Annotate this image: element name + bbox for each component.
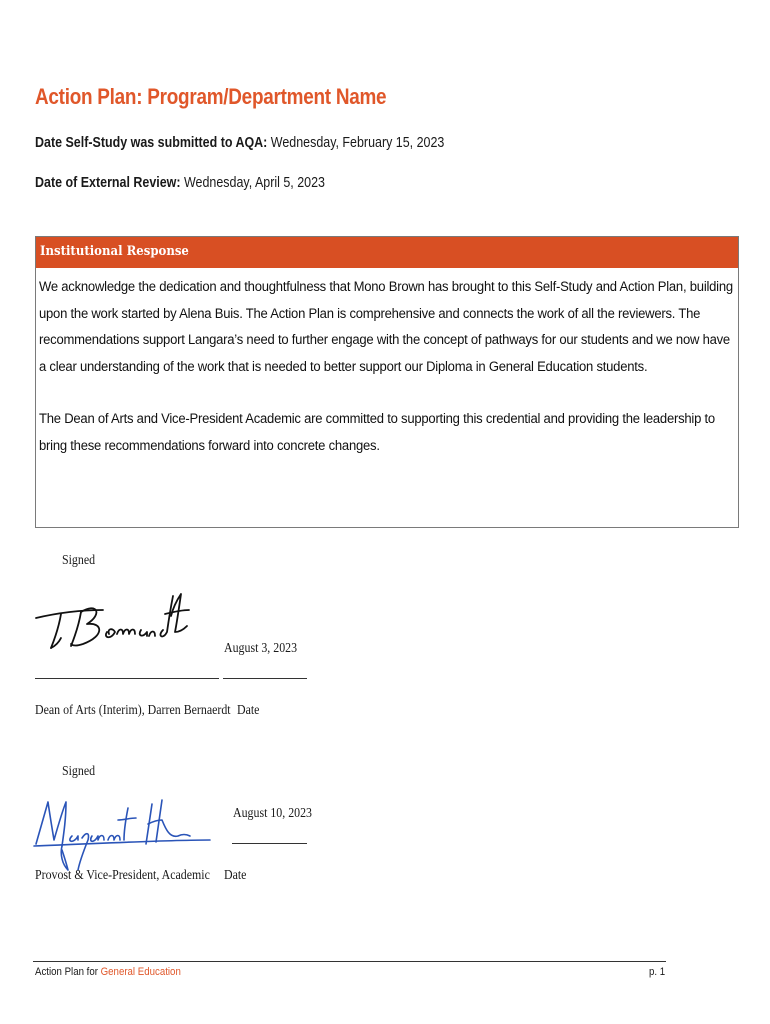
- institutional-response-body: [36, 268, 738, 459]
- self-study-date-line: [35, 135, 444, 151]
- external-review-date-line: [35, 175, 325, 191]
- dean-signature-image: [33, 588, 193, 654]
- provost-signature-date: August 10, 2023: [233, 806, 313, 821]
- dean-date-line: [223, 678, 307, 679]
- response-paragraph-1: We acknowledge the dedication and thoughtfulness that Mono Brown has brought to this Self-Study and Action Plan, building upon the work started by Alena Buis. The Action Plan is comprehensive and connects the work of all the reviewers. The recommendations support Langara’s need to further engage with the concept of pathways for our students and we now have a clear understanding of the work that is needed to better support our Diploma in General Education students.: [39, 279, 733, 375]
- external-review-date-value: Wednesday, April 5, 2023: [180, 175, 325, 191]
- provost-date-caption: Date: [224, 868, 247, 883]
- dean-signature-line: [35, 678, 219, 679]
- footer-prefix: Action Plan for: [35, 966, 101, 978]
- self-study-date-label: Date Self-Study was submitted to AQA:: [35, 135, 268, 151]
- signed-label-dean: Signed: [62, 553, 96, 568]
- dean-signature-date: August 3, 2023: [224, 641, 298, 656]
- response-paragraph-2: The Dean of Arts and Vice-President Academic are committed to supporting this credential and providing the leadership to bring these recommendations forward into concrete changes.: [39, 411, 715, 454]
- footer-program-name: General Education: [100, 966, 181, 978]
- dean-date-caption: Date: [237, 703, 260, 718]
- institutional-response-header: [36, 237, 738, 268]
- provost-signature-image: [32, 790, 217, 880]
- provost-date-line: [232, 843, 307, 844]
- institutional-response-heading: Institutional Response: [40, 244, 189, 259]
- page-title: Action Plan: Program/Department Name: [35, 84, 387, 109]
- footer-document-label: [35, 966, 181, 978]
- footer-divider: [33, 961, 666, 962]
- footer-page-number: p. 1: [649, 966, 666, 978]
- signed-label-provost: Signed: [62, 764, 96, 779]
- provost-name-caption: Provost & Vice-President, Academic: [35, 868, 210, 883]
- self-study-date-value: Wednesday, February 15, 2023: [267, 135, 445, 151]
- external-review-date-label: Date of External Review:: [35, 175, 181, 191]
- institutional-response-box: [35, 236, 739, 528]
- dean-name-caption: Dean of Arts (Interim), Darren Bernaerdt: [35, 703, 231, 718]
